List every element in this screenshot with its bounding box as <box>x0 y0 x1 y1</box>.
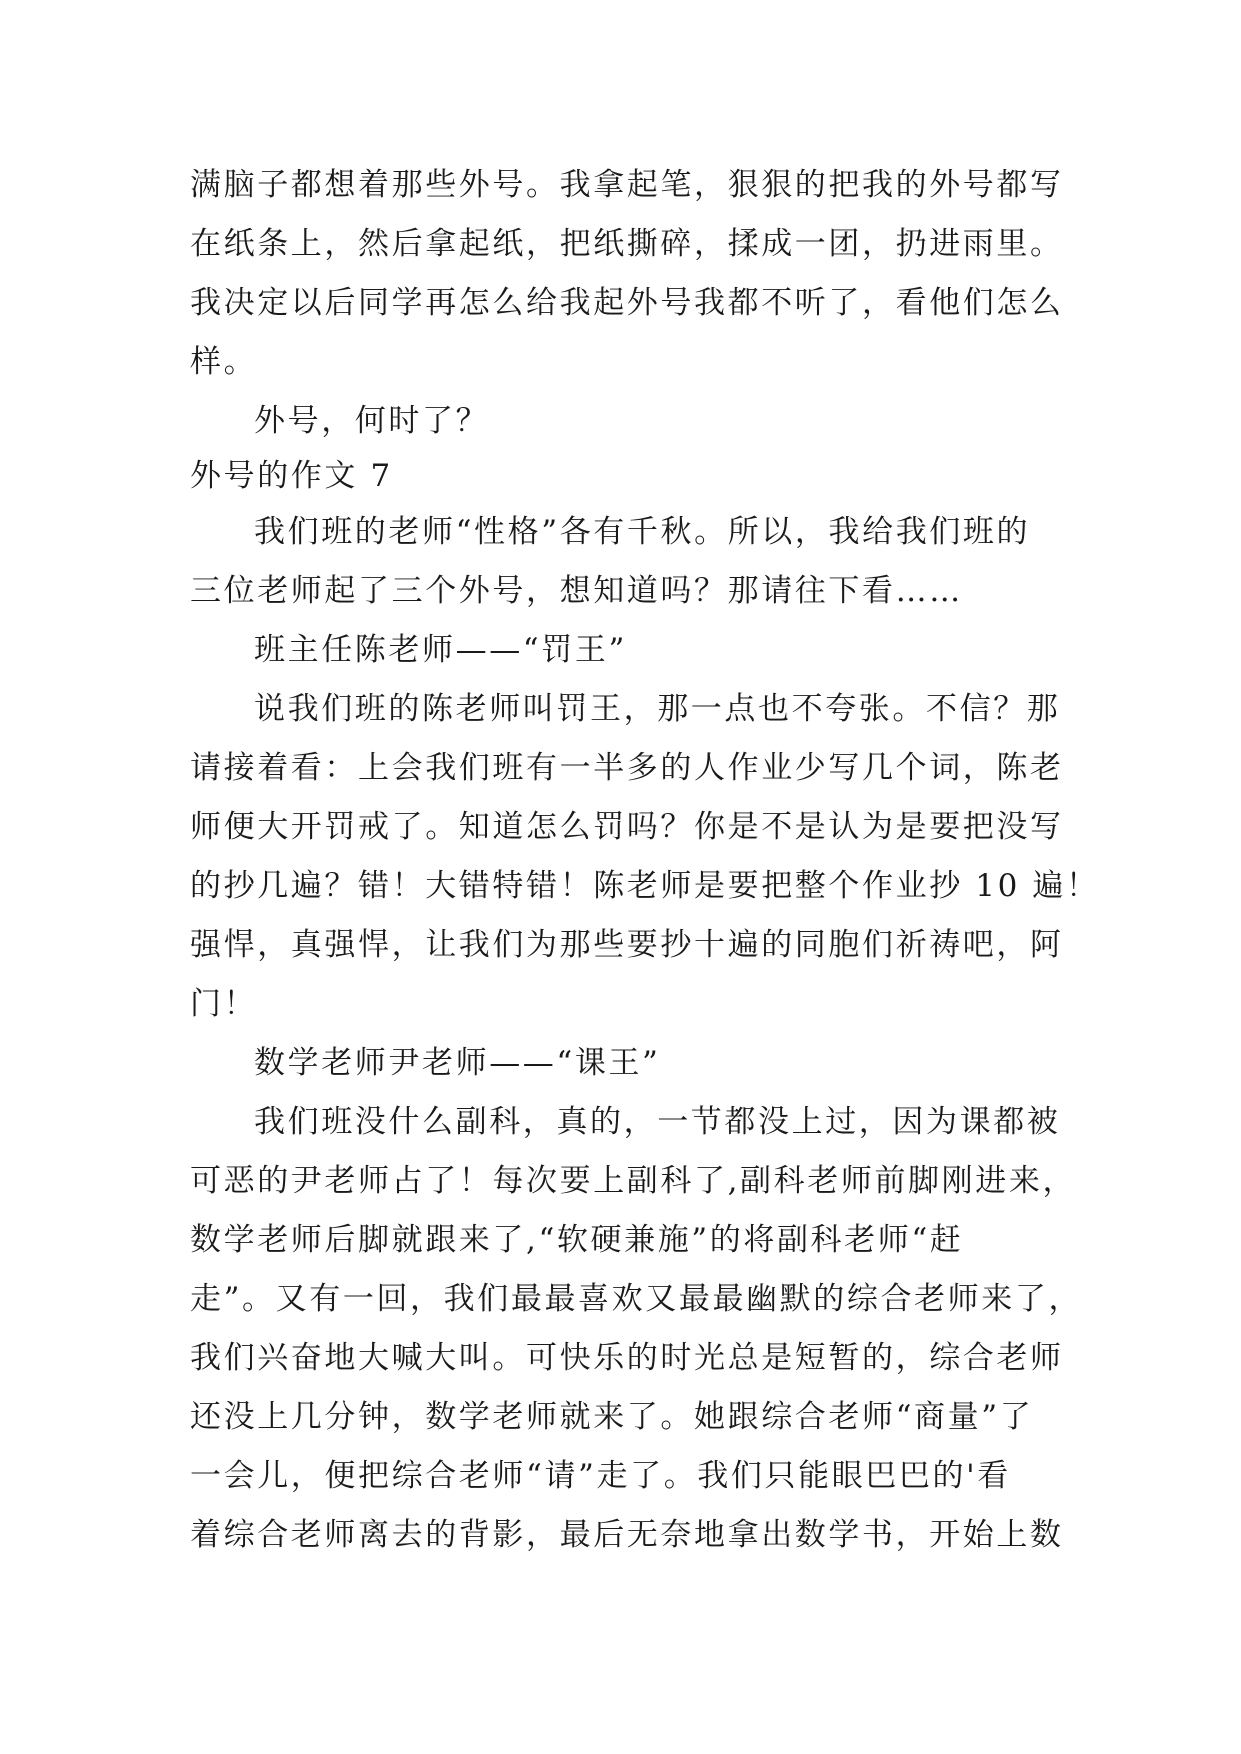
text-line: 着综合老师离去的背影，最后无奈地拿出数学书，开始上数 <box>190 1517 1064 1553</box>
text-line: 可恶的尹老师占了！每次要上副科了,副科老师前脚刚进来， <box>190 1163 1077 1199</box>
text-line: 数学老师后脚就跟来了,“软硬兼施”的将副科老师“赶 <box>190 1222 964 1258</box>
text-line: 我们班没什么副科，真的，一节都没上过，因为课都被 <box>254 1104 1061 1140</box>
text-line: 说我们班的陈老师叫罚王，那一点也不夸张。不信？那 <box>254 691 1061 727</box>
section-heading: 外号的作文 7 <box>190 458 393 494</box>
subheading: 数学老师尹老师——“课王” <box>254 1045 661 1081</box>
text-line: 走”。又有一回，我们最最喜欢又最最幽默的综合老师来了， <box>190 1281 1083 1317</box>
text-line: 一会儿，便把综合老师“请”走了。我们只能眼巴巴的'看 <box>190 1458 1011 1494</box>
text-line: 在纸条上，然后拿起纸，把纸撕碎，揉成一团，扔进雨里。 <box>190 226 1064 262</box>
text-line: 三位老师起了三个外号，想知道吗？那请往下看…… <box>190 573 963 609</box>
text-line: 师便大开罚戒了。知道怎么罚吗？你是不是认为是要把没写 <box>190 809 1064 845</box>
text-line: 门！ <box>190 986 258 1022</box>
text-line: 请接着看：上会我们班有一半多的人作业少写几个词，陈老 <box>190 750 1064 786</box>
subheading: 班主任陈老师——“罚王” <box>254 632 627 668</box>
text-line: 还没上几分钟，数学老师就来了。她跟综合老师“商量”了 <box>190 1399 1034 1435</box>
text-line: 的抄几遍？错！大错特错！陈老师是要把整个作业抄 10 遍！ <box>190 868 1100 904</box>
text-line: 强悍，真强悍，让我们为那些要抄十遍的同胞们祈祷吧，阿 <box>190 927 1064 963</box>
text-line: 满脑子都想着那些外号。我拿起笔，狠狠的把我的外号都写 <box>190 167 1064 203</box>
text-line: 外号，何时了？ <box>254 403 490 439</box>
text-line: 样。 <box>190 344 258 380</box>
text-line: 我们班的老师“性格”各有千秋。所以，我给我们班的 <box>254 514 1031 550</box>
text-line: 我们兴奋地大喊大叫。可快乐的时光总是短暂的，综合老师 <box>190 1340 1064 1376</box>
text-line: 我决定以后同学再怎么给我起外号我都不听了，看他们怎么 <box>190 285 1064 321</box>
